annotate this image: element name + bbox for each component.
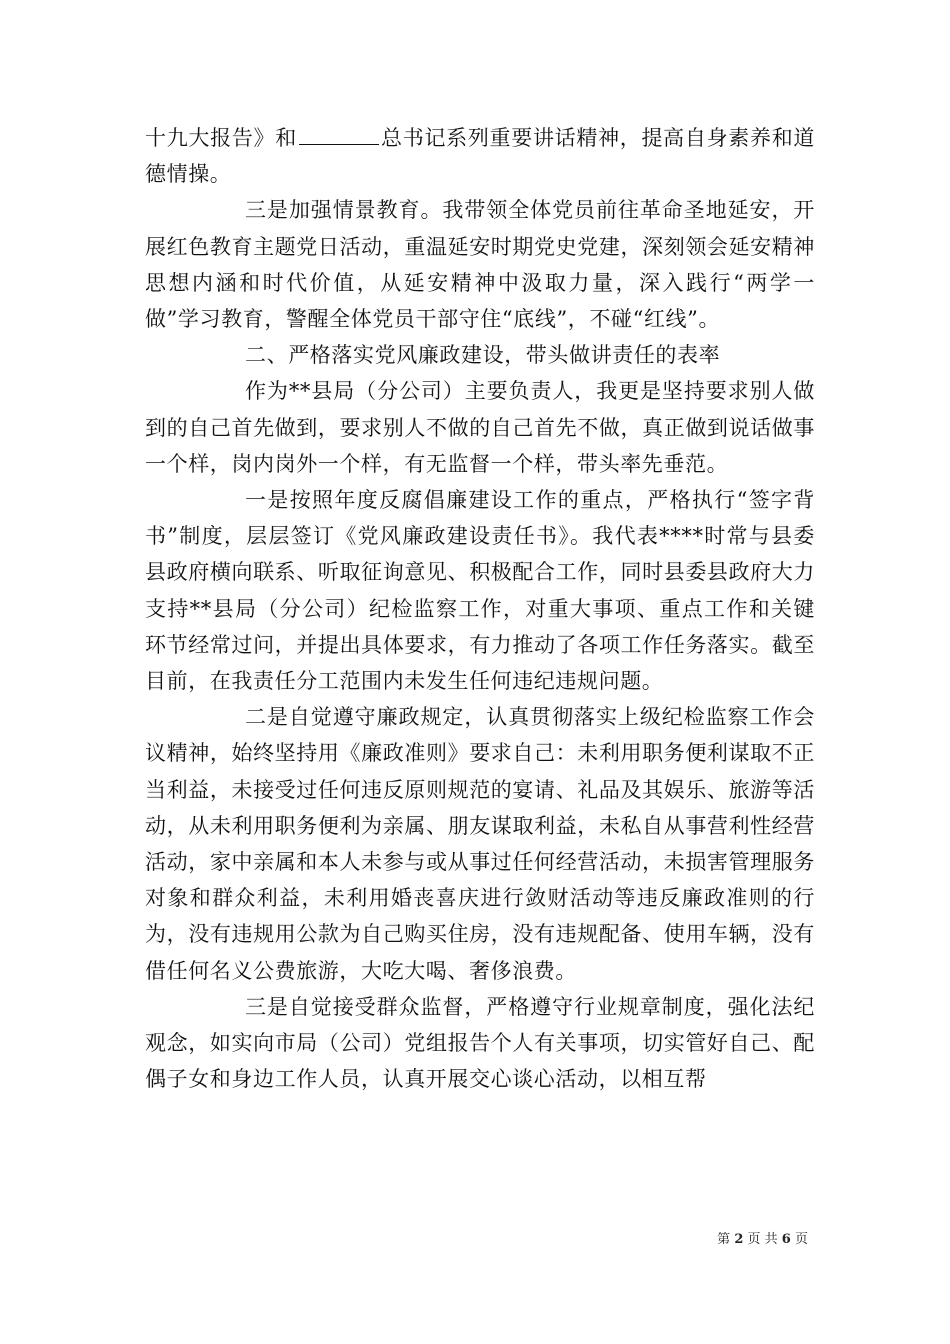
paragraph-responsibility: 一是按照年度反腐倡廉建设工作的重点，严格执行“签字背书”制度，层层签订《党风廉政建设责任书》。我代表****时常与县委县政府横向联系、听取征询意见、积极配合工作，同时县委县政府大力支持**县局（分公司）纪检监察工作，对重大事项、重点工作和关键环节经常过问，并提出具体要求，有力推动了各项工作任务落实。截至目前，在我责任分工范围内未发生任何违纪违规问题。 bbox=[145, 488, 815, 694]
paragraph-integrity-rules: 二是自觉遵守廉政规定，认真贯彻落实上级纪检监察工作会议精神，始终坚持用《廉政准则》要求自己：未利用职务便利谋取不正当利益，未接受过任何违反原则规范的宴请、礼品及其娱乐、旅游等活动，从未利用职务便利为亲属、朋友谋取利益，未私自从事营利性经营活动，家中亲属和本人未参与或从事过任何经营活动，未损害管理服务对象和群众利益，未利用婚丧喜庆进行敛财活动等违反廉政准则的行为，没有违规用公款为自己购买住房，没有违规配备、使用车辆，没有借任何名义公费旅游，大吃大喝、奢侈浪费。 bbox=[145, 705, 815, 983]
intro-text-before: 十九大报告》和 bbox=[145, 126, 297, 150]
fill-in-blank bbox=[299, 126, 379, 145]
paragraph-intro bbox=[145, 120, 815, 192]
paragraph-lead-by-example: 作为**县局（分公司）主要负责人，我更是坚持要求别人做到的自己首先做到，要求别人不做的自己首先不做，真正做到说话做事一个样，岗内岗外一个样，有无监督一个样，带头率先垂范。 bbox=[145, 379, 815, 476]
paragraph-public-supervision: 三是自觉接受群众监督，严格遵守行业规章制度，强化法纪观念，如实向市局（公司）党组报告个人有关事项，切实管好自己、配偶子女和身边工作人员，认真开展交心谈心活动，以相互帮 bbox=[145, 994, 815, 1092]
page-number bbox=[717, 1228, 808, 1247]
footer-prefix: 第 bbox=[717, 1232, 731, 1247]
paragraph-situational-education: 三是加强情景教育。我带领全体党员前往革命圣地延安，开展红色教育主题党日活动，重温延安时期党史党建，深刻领会延安精神思想内涵和时代价值，从延安精神中汲取力量，深入践行“两学一做”学习教育，警醒全体党员干部守住“底线”，不碰“红线”。 bbox=[145, 198, 815, 332]
section-heading: 二、严格落实党风廉政建设，带头做讲责任的表率 bbox=[245, 343, 721, 368]
document-body bbox=[145, 120, 815, 1097]
footer-middle: 页 共 bbox=[747, 1232, 778, 1247]
footer-suffix: 页 bbox=[794, 1232, 808, 1247]
total-pages-number: 6 bbox=[781, 1232, 791, 1247]
current-page-number: 2 bbox=[734, 1232, 744, 1247]
intro-text-after: 总书记系列重要讲话精神，提高自身素养和道德情操。 bbox=[145, 126, 816, 187]
